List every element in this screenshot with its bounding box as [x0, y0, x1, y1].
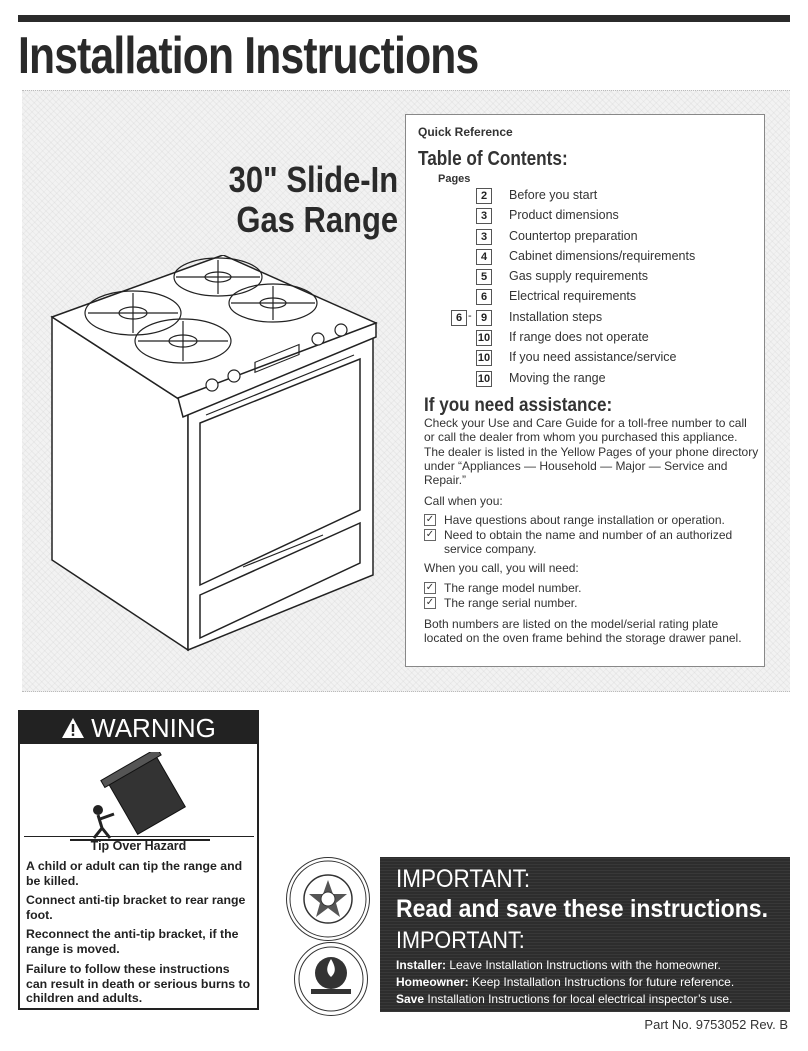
assistance-title: If you need assistance: [424, 395, 613, 416]
aga-certification-seal-icon [286, 857, 370, 941]
important-heading-2: IMPORTANT: [396, 927, 525, 954]
toc-entry-text: Installation steps [509, 309, 603, 324]
will-need-label: When you call, you will need: [424, 561, 579, 575]
toc-entry-text: Electrical requirements [509, 289, 637, 304]
page-number: 5 [476, 269, 492, 285]
call-item [424, 528, 764, 557]
note-text: Installation Instructions for local electrical inspector’s use. [427, 992, 733, 1006]
toc-entry-text: Before you start [509, 188, 598, 202]
warning-divider [24, 836, 254, 837]
save-note [396, 992, 732, 1006]
checkbox-icon: ✓ [425, 582, 435, 593]
need-item [424, 596, 764, 610]
call-item [424, 513, 764, 527]
warning-label: WARNING [91, 713, 216, 743]
page-number-start: 6 [451, 310, 467, 326]
toc-entry[interactable] [406, 288, 766, 308]
page-title: Installation Instructions [18, 27, 479, 85]
warning-triangle-icon [61, 717, 85, 739]
gas-range-illustration [38, 255, 383, 655]
toc-entry[interactable] [406, 349, 766, 369]
note-role: Save [396, 992, 425, 1006]
note-text: Keep Installation Instructions for future reference. [472, 975, 735, 989]
read-save-heading: Read and save these instructions. [396, 895, 768, 923]
toc-entry-text: Cabinet dimensions/requirements [509, 248, 696, 263]
warning-header [20, 712, 257, 744]
page-number: 2 [476, 188, 492, 204]
page-number: 9 [476, 310, 492, 326]
toc-entry-text: If you need assistance/service [509, 350, 677, 365]
quick-reference-label: Quick Reference [418, 125, 513, 139]
checkbox-icon: ✓ [425, 529, 435, 540]
note-role: Homeowner: [396, 975, 469, 989]
toc-entry[interactable] [406, 309, 766, 329]
tip-over-illustration [70, 752, 210, 847]
call-when-label: Call when you: [424, 494, 503, 508]
page-number: 3 [476, 208, 492, 224]
warning-box [18, 710, 259, 1010]
checkbox-icon: ✓ [425, 514, 435, 525]
need-item-text: The range model number. [444, 581, 582, 595]
page-number: 10 [477, 352, 491, 365]
note-role: Installer: [396, 958, 447, 972]
need-item [424, 581, 764, 595]
toc-list [406, 187, 766, 390]
checkbox-icon: ✓ [425, 597, 435, 608]
toc-entry-text: Product dimensions [509, 208, 619, 223]
product-title-line1: 30" Slide-In [228, 159, 398, 200]
page-number: 4 [476, 249, 492, 265]
hazard-title: Tip Over Hazard [90, 839, 187, 853]
quick-reference-box [405, 114, 765, 667]
call-item-text: Have questions about range installation or operation. [444, 513, 725, 527]
note-text: Leave Installation Instructions with the homeowner. [449, 958, 721, 972]
toc-entry-text: Countertop preparation [509, 228, 638, 243]
part-number: Part No. 9753052 Rev. B [644, 1017, 788, 1032]
page-number: 6 [476, 289, 492, 305]
warning-text: Connect anti-tip bracket to rear range foot. [26, 893, 246, 922]
page-number: 10 [477, 372, 491, 385]
assistance-footer: Both numbers are listed on the model/serial rating plate located on the oven frame behind the storage drawer panel. [424, 617, 742, 646]
toc-entry[interactable] [406, 207, 766, 227]
need-item-text: The range serial number. [444, 596, 578, 610]
important-heading: IMPORTANT: [396, 865, 531, 893]
toc-entry[interactable] [406, 248, 766, 268]
toc-entry[interactable] [406, 268, 766, 288]
pages-label: Pages [438, 173, 471, 185]
installer-note [396, 958, 721, 972]
toc-entry[interactable] [406, 370, 766, 390]
product-title-line2: Gas Range [236, 199, 398, 240]
toc-entry[interactable] [406, 228, 766, 248]
toc-entry-text: Gas supply requirements [509, 269, 648, 284]
warning-text: Reconnect the anti-tip bracket, if the range is moved. [26, 927, 239, 956]
homeowner-note [396, 975, 734, 989]
toc-entry[interactable] [406, 329, 766, 349]
toc-entry-text: If range does not operate [509, 330, 649, 345]
assistance-intro: Check your Use and Care Guide for a toll-free number to call or call the dealer from whom you purchased this appliance. The dealer is listed in the Yellow Pages of your phone directory under “Appliances — Household — Major — Service and Repair.” [424, 416, 759, 488]
page-range-dash: - [468, 309, 472, 322]
warning-text: A child or adult can tip the range and be killed. [26, 859, 243, 888]
page-number: 10 [477, 332, 491, 345]
product-title [228, 160, 398, 240]
toc-title: Table of Contents: [418, 148, 568, 170]
toc-entry-text: Moving the range [509, 370, 606, 385]
important-box [380, 857, 790, 1012]
toc-entry[interactable] [406, 187, 766, 207]
warning-text: Failure to follow these instructions can result in death or serious burns to children and adults. [26, 962, 251, 1005]
page-number: 3 [476, 229, 492, 245]
cga-certification-seal-icon [294, 942, 368, 1016]
call-item-text: Need to obtain the name and number of an authorized service company. [444, 528, 733, 557]
top-rule [18, 15, 790, 22]
